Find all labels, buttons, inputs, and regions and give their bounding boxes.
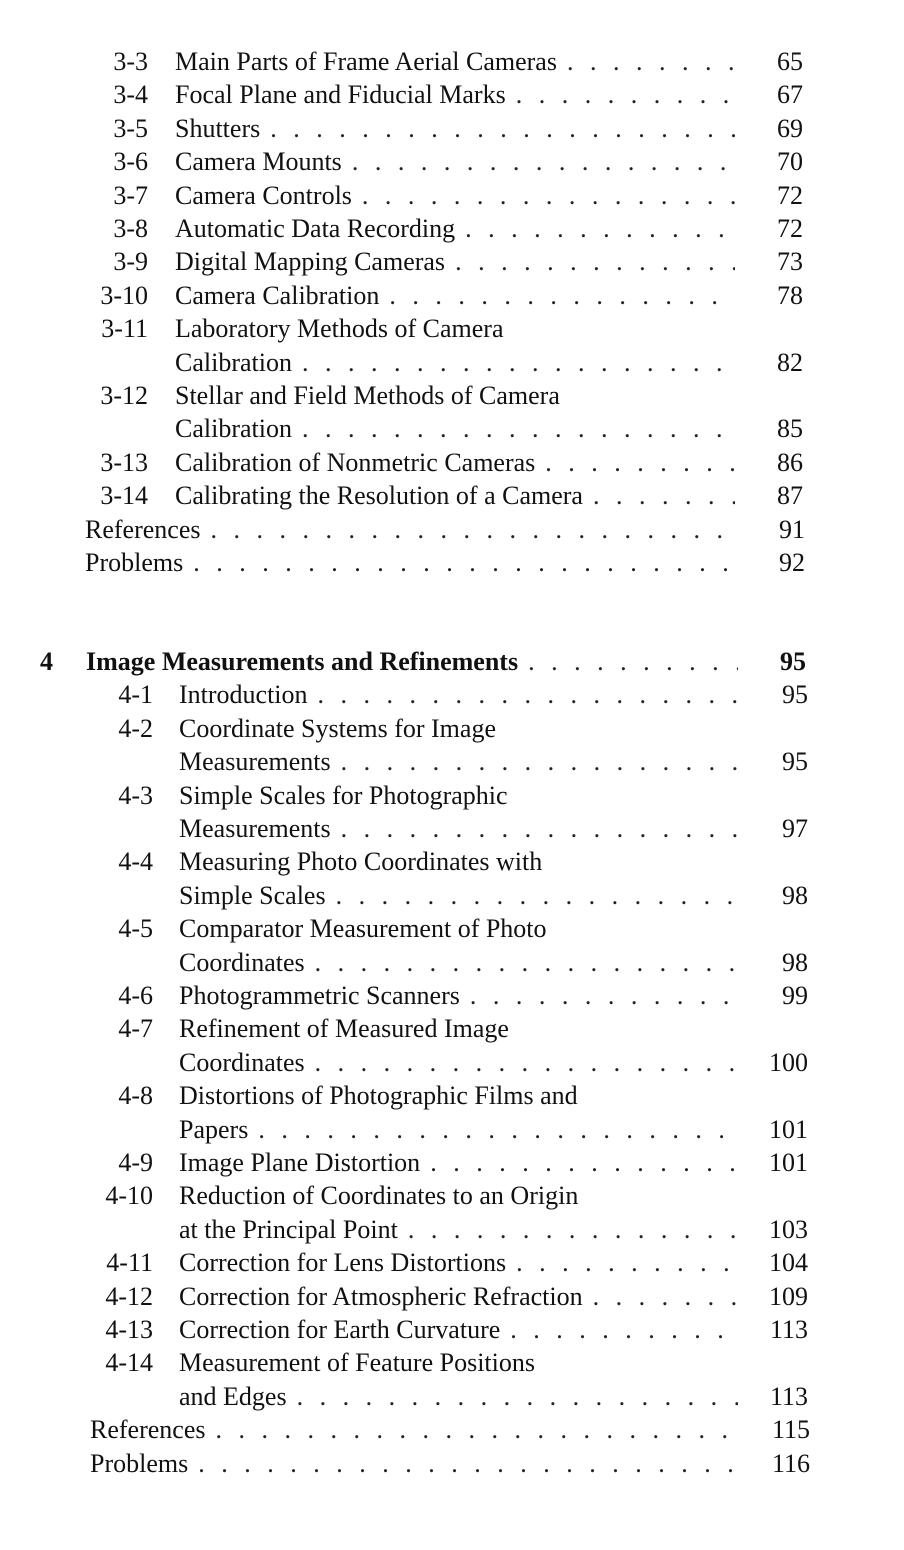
- toc-backmatter: [0, 546, 904, 580]
- dot-leader: [389, 279, 735, 313]
- entry-leader: [175, 78, 735, 112]
- toc-entry: [0, 346, 904, 380]
- dot-leader: [465, 212, 735, 246]
- entry-title: Calibration: [175, 414, 292, 444]
- entry-leader: [179, 1313, 738, 1347]
- section-number: 3-10: [100, 280, 148, 310]
- entry-leader: [179, 1213, 738, 1247]
- section-number: 3-3: [113, 47, 148, 76]
- toc-entry: [0, 112, 904, 146]
- entry-leader: [86, 645, 738, 679]
- page-number: 72: [777, 214, 803, 243]
- entry-title: Coordinate Systems for Image: [179, 713, 496, 743]
- entry-title: Correction for Earth Curvature: [179, 1315, 501, 1344]
- toc-entry: [0, 412, 904, 446]
- entry-title: Simple Scales: [179, 880, 326, 910]
- entry-title: Image Measurements and Refinements: [86, 647, 519, 676]
- entry-title: Image Plane Distortion: [179, 1148, 421, 1177]
- entry-title: Refinement of Measured Image: [179, 1014, 509, 1044]
- dot-leader: [470, 979, 738, 1013]
- entry-leader: [179, 1046, 738, 1080]
- page-number: 78: [777, 280, 803, 310]
- page-number: 113: [769, 1315, 808, 1344]
- toc-entry: [0, 1280, 904, 1314]
- toc-entry: [0, 745, 904, 779]
- page-number: 95: [782, 747, 808, 777]
- page-number: 69: [777, 113, 803, 143]
- entry-title: Automatic Data Recording: [175, 214, 456, 243]
- entry-title: Distortions of Photographic Films and: [179, 1081, 578, 1111]
- entry-title: Correction for Lens Distortions: [179, 1248, 507, 1278]
- section-number: 3-8: [113, 214, 148, 243]
- entry-leader: [85, 513, 735, 547]
- toc-entry: [0, 1012, 904, 1046]
- toc-entry: [0, 145, 904, 179]
- page-number: 99: [782, 981, 808, 1010]
- page-number: 86: [777, 447, 803, 477]
- dot-leader: [408, 1213, 738, 1247]
- entry-leader: [179, 745, 738, 779]
- entry-title: Simple Scales for Photographic: [179, 780, 508, 810]
- section-number: 4-5: [118, 914, 153, 944]
- entry-title: Main Parts of Frame Aerial Cameras: [175, 47, 557, 76]
- dot-leader: [352, 145, 735, 179]
- page-number: 82: [777, 347, 803, 377]
- chapter-heading: [0, 645, 904, 679]
- dot-leader: [318, 678, 738, 712]
- toc-entry: [0, 912, 904, 946]
- dot-leader: [315, 946, 738, 980]
- toc-entry: [0, 1213, 904, 1247]
- dot-leader: [198, 1447, 738, 1481]
- dot-leader: [516, 1246, 738, 1280]
- entry-title: Correction for Atmospheric Refraction: [179, 1281, 583, 1311]
- dot-leader: [341, 745, 738, 779]
- entry-leader: [175, 346, 735, 380]
- entry-title: Photogrammetric Scanners: [179, 981, 460, 1010]
- entry-leader: [175, 179, 735, 213]
- toc-entry: [0, 446, 904, 480]
- entry-title: Shutters: [175, 113, 261, 143]
- section-number: 4-2: [118, 713, 153, 743]
- entry-title: Coordinates: [179, 947, 305, 977]
- toc-entry: [0, 78, 904, 112]
- dot-leader: [430, 1146, 738, 1180]
- toc-entry: [0, 279, 904, 313]
- entry-title: Camera Calibration: [175, 280, 380, 310]
- entry-leader: [175, 446, 735, 480]
- toc-entry: [0, 946, 904, 980]
- dot-leader: [510, 1313, 738, 1347]
- toc-entry: [0, 879, 904, 913]
- dot-leader: [567, 45, 735, 79]
- entry-title: Comparator Measurement of Photo: [179, 914, 547, 944]
- entry-leader: [179, 1146, 738, 1180]
- page-number: 95: [780, 647, 806, 676]
- section-number: 4-6: [118, 981, 153, 1010]
- section-number: 4-9: [118, 1148, 153, 1177]
- section-number: 4-7: [118, 1014, 153, 1044]
- toc-entry: [0, 1313, 904, 1347]
- entry-leader: [175, 279, 735, 313]
- entry-title: at the Principal Point: [179, 1214, 398, 1244]
- toc-entry: [0, 712, 904, 746]
- page-number: 72: [777, 180, 803, 210]
- page-number: 95: [782, 680, 808, 710]
- section-number: 4-12: [105, 1281, 153, 1311]
- page-number: 109: [769, 1281, 808, 1311]
- entry-leader: [175, 145, 735, 179]
- entry-leader: [85, 546, 735, 580]
- page-number: 92: [779, 548, 805, 577]
- section-number: 3-9: [113, 247, 148, 277]
- section-number: 4-14: [105, 1348, 153, 1378]
- dot-leader: [297, 1380, 738, 1414]
- toc-backmatter: [0, 1413, 904, 1447]
- dot-leader: [362, 179, 735, 213]
- page-number: 101: [769, 1114, 808, 1144]
- dot-leader: [315, 1046, 738, 1080]
- toc-backmatter: [0, 1447, 904, 1481]
- dot-leader: [528, 645, 738, 679]
- toc-entry: [0, 1246, 904, 1280]
- toc-entry: [0, 179, 904, 213]
- dot-leader: [302, 412, 735, 446]
- toc-entry: [0, 678, 904, 712]
- entry-title: Measurements: [179, 814, 331, 843]
- page-number: 98: [782, 947, 808, 977]
- entry-leader: [179, 1280, 738, 1314]
- page-number: 67: [777, 80, 803, 110]
- toc-entry: [0, 1346, 904, 1380]
- page-number: 103: [769, 1214, 808, 1244]
- entry-title: Digital Mapping Cameras: [175, 247, 446, 277]
- chapter-number: 4: [40, 647, 53, 676]
- section-number: 4-1: [118, 680, 153, 710]
- toc-entry: [0, 212, 904, 246]
- section-number: 4-8: [118, 1081, 153, 1111]
- page-number: 87: [777, 481, 803, 511]
- page-number: 65: [777, 47, 803, 76]
- entry-title: References: [85, 514, 201, 544]
- toc-entry: [0, 45, 904, 79]
- entry-title: References: [90, 1415, 206, 1445]
- entry-title: Introduction: [179, 680, 308, 710]
- entry-title: and Edges: [179, 1381, 287, 1411]
- entry-leader: [179, 1113, 738, 1147]
- toc-entry: [0, 245, 904, 279]
- entry-leader: [175, 245, 735, 279]
- dot-leader: [545, 446, 735, 480]
- entry-title: Measurement of Feature Positions: [179, 1348, 535, 1378]
- section-number: 3-11: [101, 314, 148, 344]
- entry-title: Calibration: [175, 347, 292, 377]
- page-number: 70: [777, 147, 803, 177]
- toc-entry: [0, 312, 904, 346]
- section-number: 3-4: [113, 80, 148, 110]
- entry-leader: [175, 479, 735, 513]
- entry-title: Measuring Photo Coordinates with: [179, 847, 543, 877]
- page-number: 73: [777, 247, 803, 277]
- dot-leader: [270, 112, 735, 146]
- toc-entry: [0, 479, 904, 513]
- section-number: 3-6: [113, 147, 148, 177]
- dot-leader: [302, 346, 735, 380]
- entry-leader: [175, 212, 735, 246]
- entry-title: Measurements: [179, 747, 331, 777]
- toc-entry: [0, 379, 904, 413]
- page-number: 101: [769, 1148, 808, 1177]
- entry-title: Laboratory Methods of Camera: [175, 314, 504, 344]
- section-number: 4-13: [105, 1315, 153, 1344]
- dot-leader: [210, 513, 735, 547]
- page-number: 104: [769, 1248, 808, 1278]
- dot-leader: [336, 879, 738, 913]
- section-number: 3-7: [113, 180, 148, 210]
- toc-entry: [0, 1179, 904, 1213]
- toc-backmatter: [0, 513, 904, 547]
- dot-leader: [516, 78, 735, 112]
- section-number: 3-13: [100, 447, 148, 477]
- entry-leader: [179, 1246, 738, 1280]
- dot-leader: [258, 1113, 738, 1147]
- entry-leader: [175, 412, 735, 446]
- entry-title: Camera Mounts: [175, 147, 342, 177]
- toc-entry: [0, 845, 904, 879]
- toc-entry: [0, 1046, 904, 1080]
- entry-title: Focal Plane and Fiducial Marks: [175, 80, 506, 110]
- toc-entry: [0, 1146, 904, 1180]
- page-number: 116: [771, 1448, 810, 1478]
- dot-leader: [193, 546, 735, 580]
- page-number: 85: [777, 414, 803, 444]
- section-number: 4-4: [118, 847, 153, 877]
- entry-title: Camera Controls: [175, 180, 352, 210]
- section-number: 3-14: [100, 481, 148, 511]
- toc-entry: [0, 812, 904, 846]
- entry-title: Problems: [85, 548, 184, 577]
- entry-leader: [179, 946, 738, 980]
- page-number: 113: [769, 1381, 808, 1411]
- section-number: 4-10: [105, 1181, 153, 1211]
- entry-leader: [179, 678, 738, 712]
- dot-leader: [455, 245, 735, 279]
- entry-leader: [179, 1380, 738, 1414]
- dot-leader: [341, 812, 738, 846]
- toc-entry: [0, 1113, 904, 1147]
- entry-title: Reduction of Coordinates to an Origin: [179, 1181, 579, 1211]
- page-number: 98: [782, 880, 808, 910]
- entry-leader: [90, 1413, 738, 1447]
- section-number: 4-11: [106, 1248, 153, 1278]
- dot-leader: [593, 1280, 738, 1314]
- entry-leader: [179, 979, 738, 1013]
- dot-leader: [593, 479, 735, 513]
- entry-title: Calibrating the Resolution of a Camera: [175, 481, 583, 511]
- entry-leader: [179, 812, 738, 846]
- entry-title: Coordinates: [179, 1047, 305, 1077]
- entry-title: Papers: [179, 1114, 249, 1144]
- section-number: 3-12: [100, 381, 148, 410]
- entry-leader: [175, 45, 735, 79]
- page-number: 97: [782, 814, 808, 843]
- toc-entry: [0, 1380, 904, 1414]
- section-number: 4-3: [118, 780, 153, 810]
- section-number: 3-5: [113, 113, 148, 143]
- dot-leader: [215, 1413, 738, 1447]
- page-number: 100: [769, 1047, 808, 1077]
- page-number: 115: [771, 1415, 810, 1445]
- entry-title: Calibration of Nonmetric Cameras: [175, 447, 536, 477]
- page-number: 91: [779, 514, 805, 544]
- entry-leader: [90, 1447, 738, 1481]
- toc-entry: [0, 979, 904, 1013]
- entry-leader: [175, 112, 735, 146]
- entry-title: Problems: [90, 1448, 189, 1478]
- toc-entry: [0, 779, 904, 813]
- entry-leader: [179, 879, 738, 913]
- toc-entry: [0, 1079, 904, 1113]
- entry-title: Stellar and Field Methods of Camera: [175, 381, 560, 410]
